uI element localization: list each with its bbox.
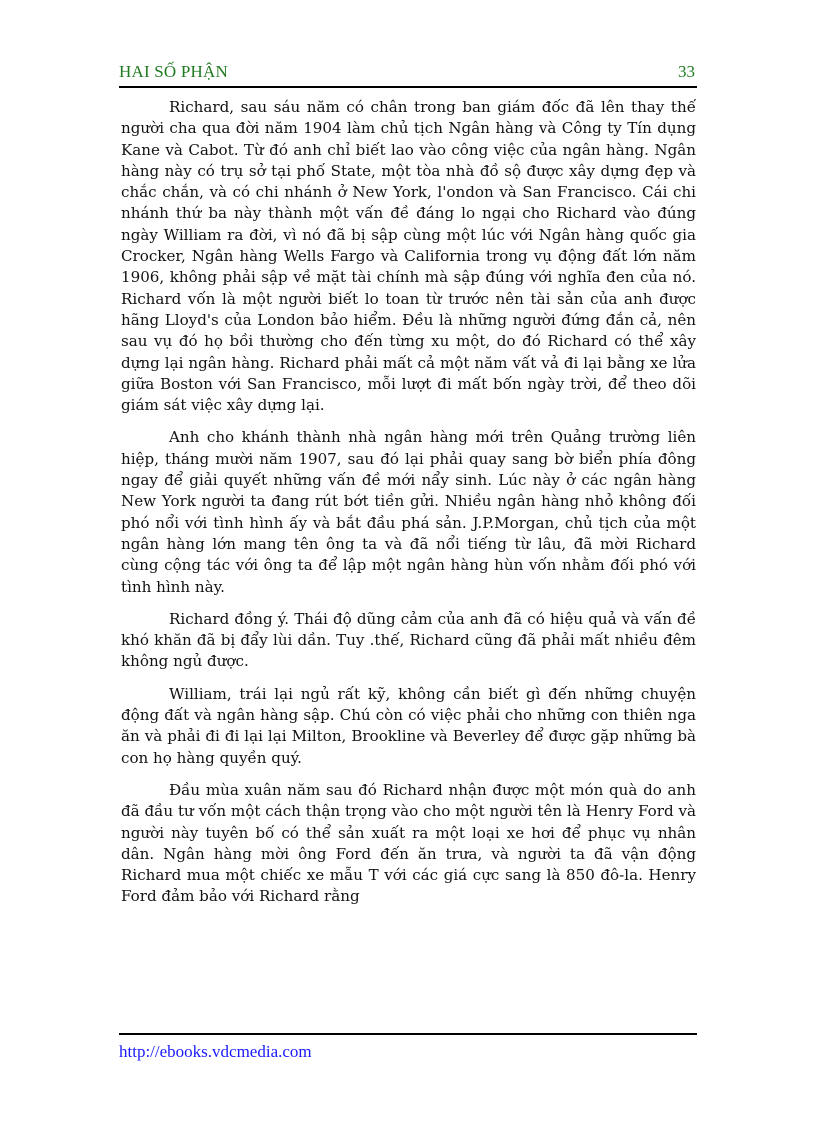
book-title: HAI SỐ PHẬN [119,62,228,81]
paragraph-1: Richard, sau sáu năm có chân trong ban giám đốc đã lên thay thế người cha qua đời năm 1904 làm chủ tịch Ngân hàng và Công ty Tín dụng Kane và Cabot. Từ đó anh chỉ biết lao vào công việc của ngân hàng. Ngân hàng này có trụ sở tại phố State, một tòa nhà đồ sộ được xây dựng đẹp và chắc chắn, và có chi nhánh ở New York, l'ondon và San Francisco. Cái chi nhánh thứ ba này thành một vấn đề đáng lo ngại cho Richard vào đúng ngày William ra đời, vì nó đã bị sập cùng một lúc với Ngân hàng quốc gia Crocker, Ngân hàng Wells Fargo và California trong vụ động đất lớn năm 1906, không phải sập về mặt tài chính mà sập đúng với nghĩa đen của nó. Richard vốn là một người biết lo toan từ trước nên tài sản của anh được hãng Lloyd's của London bảo hiểm. Đều là những người đứng đắn cả, nên sau vụ đó họ bồi thường cho đến từng xu một, do đó Richard có thể xây dựng lại ngân hàng. Richard phải mất cả một năm vất vả đi lại bằng xe lửa giữa Boston với San Francisco, mỗi lượt đi mất bốn ngày trời, để theo dõi giám sát việc xây dựng lại. [121,98,696,415]
paragraph-2: Anh cho khánh thành nhà ngân hàng mới trên Quảng trường liên hiệp, tháng mười năm 1907, sau đó lại phải quay sang bờ biển phía đông ngay để giải quyết những vấn đề mới nẩy sinh. Lúc này ở các ngân hàng New York người ta đang rút bớt tiền gửi. Nhiều ngân hàng nhỏ không đối phó nổi với tình hình ấy và bắt đầu phá sản. J.P.Morgan, chủ tịch của một ngân hàng lớn mang tên ông ta và đã nổi tiếng từ lâu, đã mời Richard cùng cộng tác với ông ta để lập một ngân hàng hùn vốn nhằm đối phó với tình hình này. [121,428,696,596]
body-text [121,97,696,919]
header-rule [119,86,697,88]
footer-rule [119,1033,697,1035]
running-header [119,60,697,86]
footer-link[interactable]: http://ebooks.vdcmedia.com [119,1042,312,1061]
paragraph-3: Richard đồng ý. Thái độ dũng cảm của anh đã có hiệu quả và vấn đề khó khăn đã bị đẩy lùi dần. Tuy .thế, Richard cũng đã phải mất nhiều đêm không ngủ được. [121,609,696,671]
paragraph-5: Đầu mùa xuân năm sau đó Richard nhận được một món quà do anh đã đầu tư vốn một cách thận trọng vào cho một người tên là Henry Ford và người này tuyên bố có thể sản xuất ra một loại xe hơi để phục vụ nhân dân. Ngân hàng mời ông Ford đến ăn trưa, và người ta đã vận động Richard mua một chiếc xe mẫu T với các giá cực sang là 850 đô-la. Henry Ford đảm bảo với Richard rằng [121,780,696,906]
paragraph-4: William, trái lại ngủ rất kỹ, không cần biết gì đến những chuyện động đất và ngân hàng sập. Chú còn có việc phải cho những con thiên nga ăn và phải đi đi lại lại Milton, Brookline và Beverley để được gặp những bà con họ hàng quyền quý. [121,684,696,767]
page-number: 33 [678,62,695,81]
